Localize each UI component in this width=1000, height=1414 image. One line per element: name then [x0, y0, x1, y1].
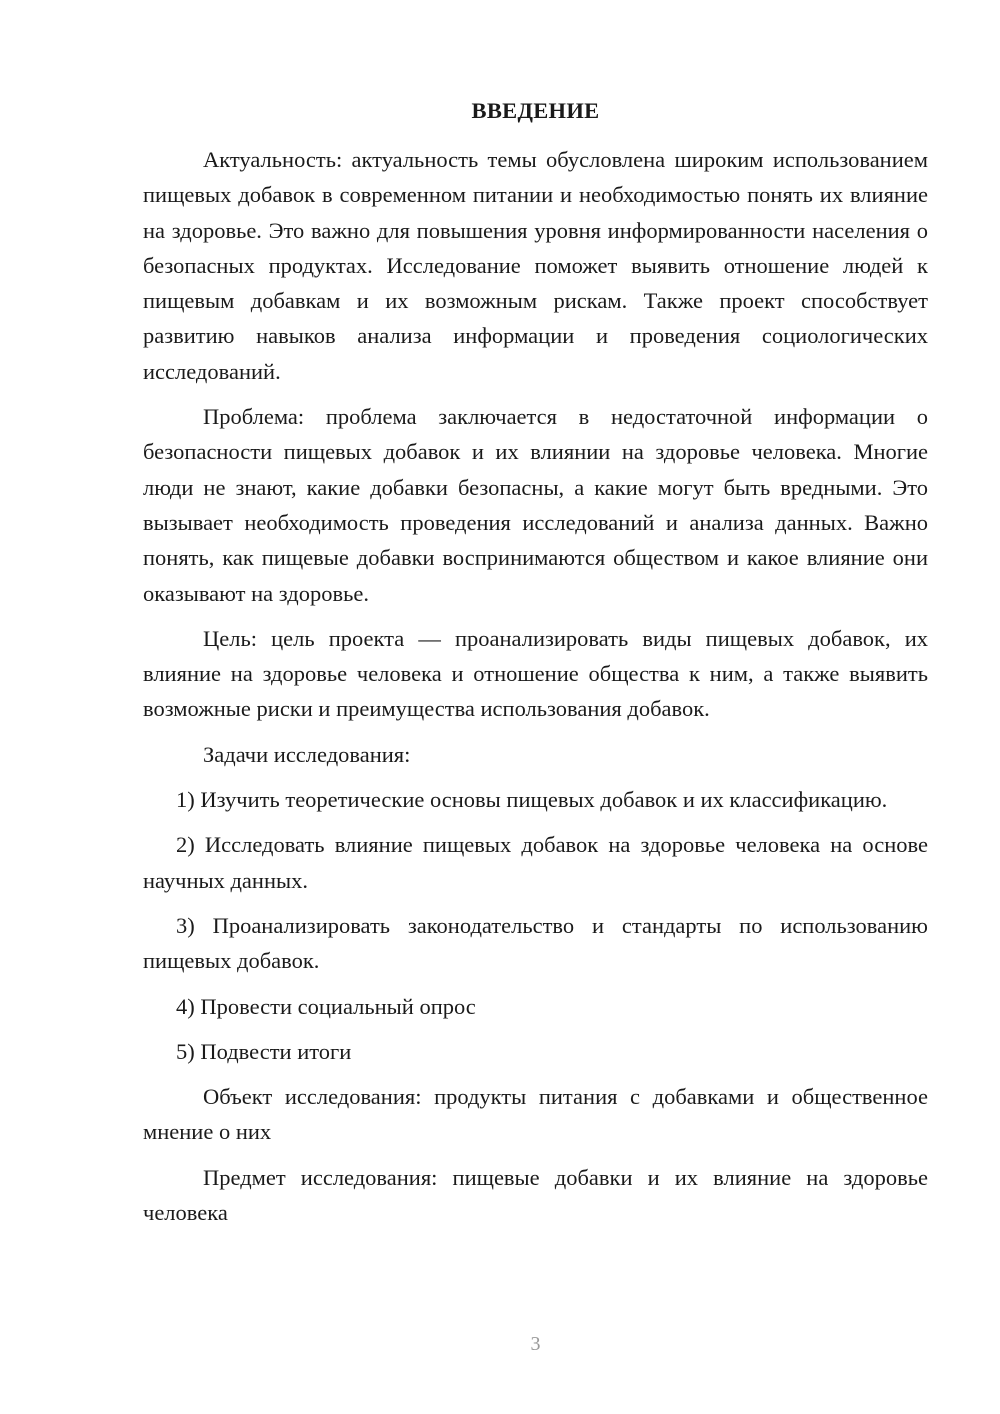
tasks-list [143, 782, 928, 1069]
object-paragraph: Объект исследования: продукты питания с добавками и общественное мнение о них [143, 1084, 928, 1145]
section-heading: ВВЕДЕНИЕ [471, 98, 600, 123]
list-item: 4) Провести социальный опрос [176, 993, 476, 1019]
list-item: 2) Исследовать влияние пищевых добавок на здоровье человека на основе научных данных. [143, 832, 928, 893]
goal-paragraph: Цель: цель проекта — проанализировать виды пищевых добавок, их влияние на здоровье человека и отношение общества к ним, а также выявить возможные риски и преимущества использования добавок. [143, 625, 928, 722]
list-item: 1) Изучить теоретические основы пищевых добавок и их классификацию. [176, 787, 888, 813]
list-item: 5) Подвести итоги [176, 1038, 352, 1064]
page-number: 3 [530, 1333, 541, 1355]
relevance-paragraph: Актуальность: актуальность темы обусловлена широким использованием пищевых добавок в современном питании и необходимостью понять их влияние на здоровье. Это важно для повышения уровня информированности населения о безопасных продуктах. Исследование поможет выявить отношение людей к пищевым добавкам и их возможным рискам. Также проект способствует развитию навыков анализа информации и проведения социологических исследований. [143, 147, 928, 384]
list-item: 3) Проанализировать законодательство и стандарты по использованию пищевых добавок. [143, 912, 928, 974]
document-page [143, 96, 928, 1230]
tasks-title: Задачи исследования: [203, 741, 411, 767]
problem-paragraph: Проблема: проблема заключается в недостаточной информации о безопасности пищевых добавок и их влиянии на здоровье человека. Многие люди не знают, какие добавки безопасны, а какие могут быть вредными. Это вызывает необходимость проведения исследований и анализа данных. Важно понять, как пищевые добавки воспринимаются обществом и какое влияние они оказывают на здоровье. [143, 404, 928, 606]
subject-paragraph: Предмет исследования: пищевые добавки и их влияние на здоровье человека [143, 1164, 928, 1226]
